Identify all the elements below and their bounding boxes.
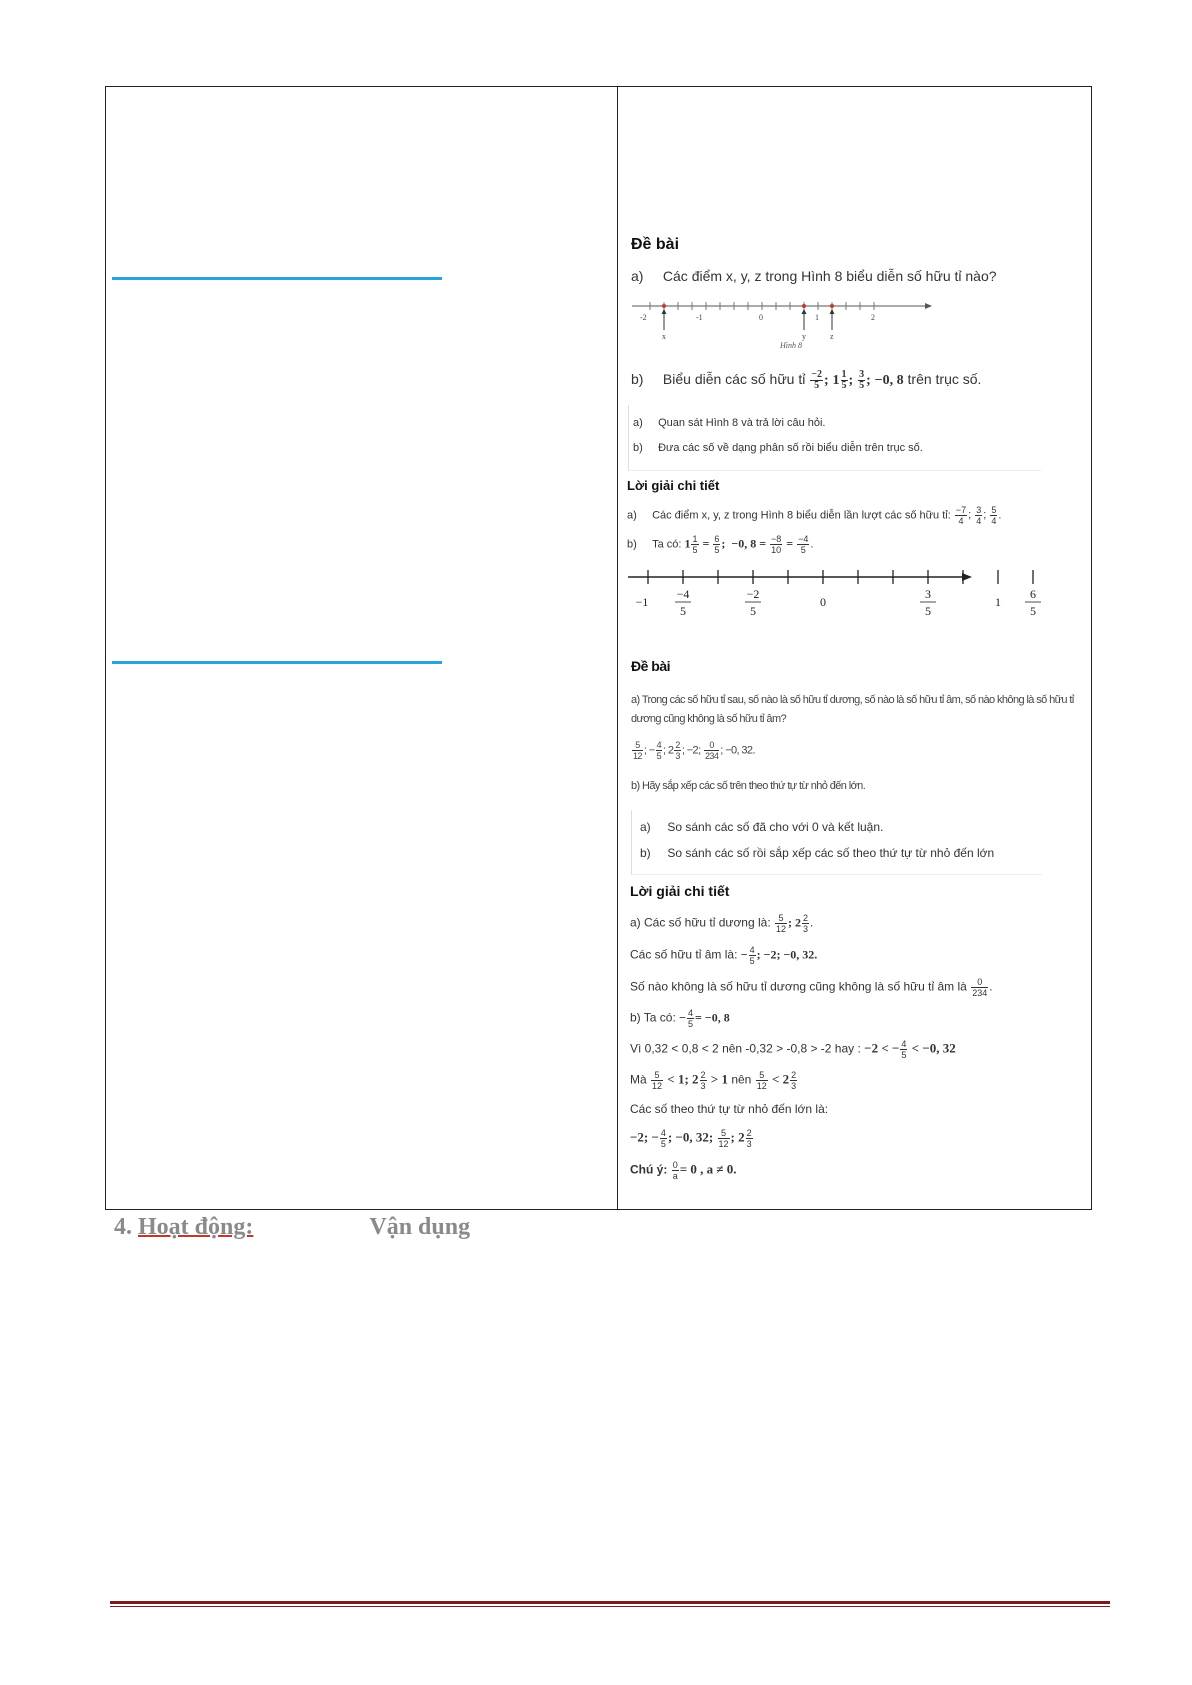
ex1-a-label: a) bbox=[631, 268, 644, 284]
ex2-part-a-line2: dương cũng không là số hữu tỉ âm? bbox=[631, 713, 787, 725]
axis-tick-label: 0 bbox=[759, 313, 763, 322]
footer-rule-thin bbox=[110, 1606, 1110, 1607]
axis-arrow bbox=[925, 303, 932, 309]
frac-num: −2 bbox=[811, 369, 822, 380]
ex2-sol-ma: Mà $\frac{5}{12}$ < 1; 2 $\frac{2}{3}$ > 1 nên $\frac{5}{12}$ < 2 $\frac{2}{3}$ bbox=[630, 1070, 797, 1091]
axis-tick-label bbox=[995, 595, 1001, 609]
ex1-b-label: b) bbox=[631, 371, 644, 388]
frac-den: 5 bbox=[859, 380, 865, 391]
frac-num: 1 bbox=[841, 369, 847, 380]
ex1-solution-b: b) Ta có: 1 $\frac{1}{5}$ = $\frac{6}{5}$ ; −0, 8 = $\frac{-8}{10}$ = $\frac{-4}{5}$ . bbox=[627, 534, 814, 555]
ex1-hint-a: a) Quan sát Hình 8 và trả lời câu hỏi. bbox=[633, 417, 826, 429]
ex2-sol-negative: Các số hữu tỉ âm là: − $\frac{4}{5}$ ; −2; −0, 32. bbox=[630, 945, 818, 966]
number-line-hinh8 bbox=[630, 296, 935, 358]
axis-labels bbox=[640, 313, 875, 322]
svg-text:5: 5 bbox=[750, 604, 756, 618]
svg-text:5: 5 bbox=[1030, 604, 1036, 618]
section-4-heading bbox=[114, 1214, 470, 1241]
axis-point-label: y bbox=[802, 332, 806, 341]
axis-point-arrowhead bbox=[662, 309, 667, 314]
axis-tick-label: -1 bbox=[696, 313, 703, 322]
number-line-solution bbox=[626, 565, 1036, 625]
axis-tick-label bbox=[745, 587, 761, 618]
ex2-hint-box bbox=[631, 810, 1042, 875]
frac-num: 3 bbox=[859, 369, 865, 380]
axis-tick-label bbox=[636, 595, 649, 609]
axis-tick-label bbox=[675, 587, 691, 618]
svg-text:−1: −1 bbox=[635, 595, 649, 609]
ex2-hint-b: b) So sánh các số rồi sắp xếp các số theo thứ tự từ nhỏ đến lớn bbox=[640, 846, 995, 860]
figure-caption: Hình 8 bbox=[780, 341, 802, 350]
ex2-sol-positive: a) Các số hữu tỉ dương là: $\frac{5}{12}$ ; 2 $\frac{2}{3}$ . bbox=[630, 913, 814, 934]
svg-text:3: 3 bbox=[925, 587, 931, 601]
decimal-value: −0, 8 bbox=[874, 373, 904, 389]
ex1-title: Đề bài bbox=[631, 236, 680, 253]
ex2-sol-order: −2; − $\frac{4}{5}$ ; −0, 32; $\frac{5}{12}$ ; 2 $\frac{2}{3}$ bbox=[630, 1128, 752, 1149]
ex1-a-text: Các điểm x, y, z trong Hình 8 biểu diễn số hữu tỉ nào? bbox=[662, 268, 997, 284]
frac: $\frac{-7}{4}$ bbox=[955, 505, 967, 526]
svg-text:6: 6 bbox=[1030, 587, 1036, 601]
blue-rule-2 bbox=[112, 661, 442, 664]
section-number: 4. bbox=[114, 1214, 132, 1240]
axis-point-marker bbox=[662, 304, 666, 308]
axis-point-label: x bbox=[662, 332, 666, 341]
ex1-solution-a-fracs: $\frac{-7}{4}$ ; $\frac{3}{4}$ ; $\frac{5}{4}$ bbox=[955, 505, 997, 526]
frac-den: 5 bbox=[814, 380, 820, 391]
ex2-part-b: b) Hãy sắp xếp các số trên theo thứ tự từ nhỏ đến lớn. bbox=[631, 780, 866, 792]
axis-tick-label bbox=[920, 587, 936, 618]
list-item: −2; bbox=[686, 744, 701, 757]
blue-rule-1 bbox=[112, 277, 442, 280]
ex2-part-a-line1: a) Trong các số hữu tỉ sau, số nào là số hữu tỉ dương, số nào là số hữu tỉ âm, số nào không là số hữu tỉ bbox=[631, 694, 1074, 706]
axis-tick-label: -2 bbox=[640, 313, 647, 322]
ex1-hint-b: b) Đưa các số về dạng phân số rồi biểu diễn trên trục số. bbox=[633, 442, 923, 454]
axis-tick-label: 2 bbox=[871, 313, 875, 322]
axis-point-arrowhead bbox=[802, 309, 807, 314]
svg-text:−4: −4 bbox=[676, 587, 690, 601]
ex2-solution-title: Lời giải chi tiết bbox=[630, 883, 730, 899]
ex1-solution-title: Lời giải chi tiết bbox=[627, 478, 720, 493]
svg-text:−2: −2 bbox=[746, 587, 760, 601]
list-item: −0, 32. bbox=[725, 744, 755, 757]
section-title: Vận dụng bbox=[369, 1214, 471, 1240]
ex1-part-a bbox=[631, 268, 997, 284]
axis-tick-label bbox=[820, 595, 826, 609]
svg-text:5: 5 bbox=[680, 604, 686, 618]
ex2-sol-zero: Số nào không là số hữu tỉ dương cũng không là số hữu tỉ âm là $\frac{0}{234}$ . bbox=[630, 977, 993, 998]
axis-point-label: z bbox=[830, 332, 834, 341]
ex2-sol-order-label: Các số theo thứ tự từ nhỏ đến lớn là: bbox=[630, 1102, 829, 1116]
ex2-note: Chú ý: $\frac{0}{a}$ = 0 , a ≠ 0. bbox=[630, 1160, 737, 1181]
ex1-b-tail: trên trục số. bbox=[907, 371, 982, 388]
svg-text:1: 1 bbox=[995, 595, 1001, 609]
footer-rule-thick bbox=[110, 1601, 1110, 1604]
axis-point-marker bbox=[830, 304, 834, 308]
table-column-divider bbox=[617, 86, 618, 1210]
svg-text:0: 0 bbox=[820, 595, 826, 609]
ex2-sol-vi: Vì 0,32 < 0,8 < 2 nên -0,32 > -0,8 > -2 hay : −2 < − $\frac{4}{5}$ < −0, 32 bbox=[630, 1039, 956, 1060]
ex2-sol-b: b) Ta có: − $\frac{4}{5}$ = −0, 8 bbox=[630, 1008, 730, 1029]
frac: $\frac{5}{4}$ bbox=[991, 505, 997, 526]
ex1-solution-a: a) Các điểm x, y, z trong Hình 8 biểu diễn lần lượt các số hữu tỉ: $\frac{-7}{4}$ ; $\frac{3}{4}$ ; $\frac{5}{4}$ . bbox=[627, 505, 1002, 526]
frac-den: 5 bbox=[841, 380, 847, 391]
section-title-underlined: Hoạt động: bbox=[138, 1214, 254, 1240]
mixed-whole: 1 bbox=[832, 373, 840, 389]
ex2-number-list: $\frac{5}{12}$ ; − $\frac{4}{5}$ ; 2 $\frac{2}{3}$ ; −2; $\frac{0}{234}$ ; −0, 32. bbox=[633, 740, 755, 761]
axis-point-arrowhead bbox=[830, 309, 835, 314]
ex1-b-text: Biểu diễn các số hữu tỉ bbox=[662, 371, 806, 388]
ex2-title: Đề bài bbox=[631, 658, 671, 674]
axis-tick-label: 1 bbox=[815, 313, 819, 322]
axis-point-marker bbox=[802, 304, 806, 308]
ex1-hint-box bbox=[628, 405, 1041, 471]
svg-text:5: 5 bbox=[925, 604, 931, 618]
frac: $\frac{3}{4}$ bbox=[976, 505, 982, 526]
ex2-hint-a: a) So sánh các số đã cho với 0 và kết luận. bbox=[640, 820, 884, 834]
ex1-part-b: b) Biểu diễn các số hữu tỉ $\frac{-2}{5}$ ; 1 $\frac{1}{5}$ ; $\frac{3}{5}$ ; −0, 8 trên trục số. bbox=[631, 369, 982, 391]
